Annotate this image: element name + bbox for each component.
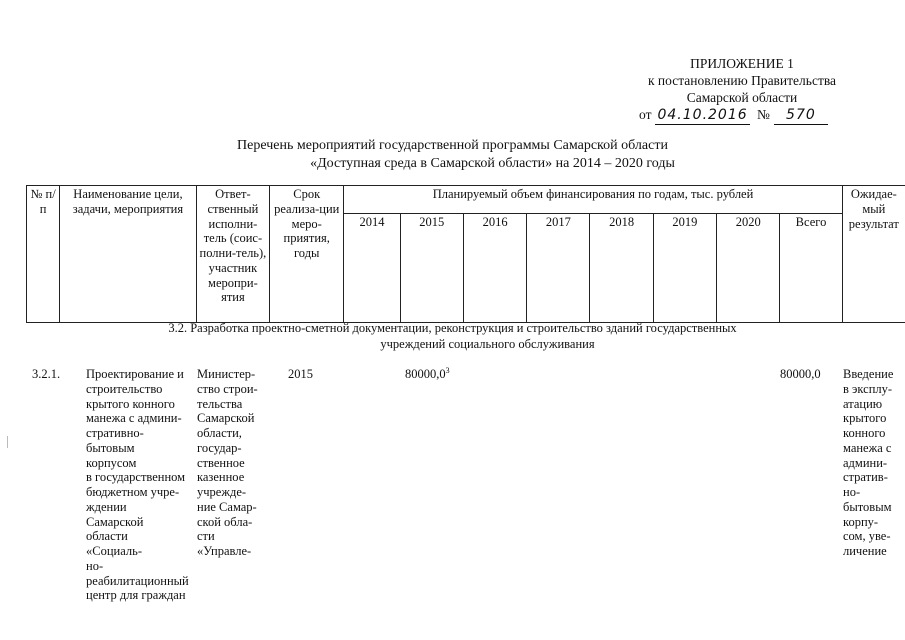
total-header: Всего [780,213,842,322]
footnote-marker: 3 [445,365,450,375]
header-financing: Планируемый объем финансирования по годам, тыс. рублей [344,186,842,214]
header-table [26,185,905,323]
document-title-line1: Перечень мероприятий государственной программы Самарской области [237,138,668,153]
section-heading-line1: 3.2. Разработка проектно-сметной документации, реконструкция и строительство зданий государственных [168,321,737,335]
row-responsible-line: Самарской [197,411,255,426]
appendix-line2: Самарской области [686,89,798,105]
row-name-line: в государственном [86,470,186,485]
row-responsible-line: тельства [197,396,243,411]
scan-mark [7,436,8,448]
number-prefix: № [757,106,770,122]
row-name-line: бюджетном учре- [86,485,180,499]
row-value-2015 [405,367,475,382]
row-responsible-line: области, [197,426,242,440]
row-name-line: бытовым корпусом [86,440,137,470]
year-header: 2016 [463,213,526,322]
row-name-line: строительство [86,381,163,396]
row-name-line: стративно- [86,426,144,440]
row-result-line: манежа с [843,440,892,455]
row-result-line: конного [843,426,886,440]
appendix-date-line [627,107,857,126]
row-responsible-line: сти [197,529,215,544]
row-result-line: бытовым [843,499,892,514]
row-responsible-line: ской обла- [197,514,253,529]
row-result-line: админи- [843,455,888,470]
row-responsible-line: казенное [197,470,245,485]
row-name-line: манежа с админи- [86,411,182,426]
row-name-line: центр для граждан [86,588,186,603]
row-name-line: реабилитационный [86,573,189,588]
header-name: Наименование цели, задачи, мероприятия [60,186,197,323]
row-name-line: но- [86,558,104,573]
row-responsible-line: Министер- [197,367,256,381]
row-name-line: области «Социаль- [86,529,142,558]
header-responsible: Ответ-ственный исполни-тель (соис-полни-тель), участник меропри-ятия [196,186,269,323]
year-header: 2020 [717,213,780,322]
year-header: 2014 [344,213,400,322]
section-heading-line2: учреждений социального обслуживания [380,336,595,351]
header-num: № п/п [27,186,60,323]
row-responsible [197,367,267,559]
document-title-line2: «Доступная среда в Самарской области» на 2014 – 2020 годы [310,155,675,171]
row-result-line: крытого [843,411,887,426]
row-responsible-line: ние Самар- [197,499,257,514]
header-term: Срок реализа-ции меро-приятия, годы [270,186,344,323]
row-result-line: атацию [843,396,883,411]
year-header: 2019 [653,213,716,322]
row-name-line: крытого конного [86,396,175,411]
row-name-line: ждении Самарской [86,499,144,529]
year-header: 2018 [590,213,653,322]
header-result: Ожидае-мый результат [842,186,905,323]
appendix-line1: к постановлению Правительства [647,72,837,88]
row-name-line: Проектирование и [86,367,184,381]
row-responsible-line: «Управле- [197,544,252,558]
document-title [0,137,905,172]
row-result-line: личение [843,544,887,558]
appendix-title: ПРИЛОЖЕНИЕ 1 [690,56,794,71]
row-value-2015-amount: 80000,0 [405,367,446,381]
row-result-line: сом, уве- [843,529,891,544]
row-responsible-line: ство строи- [197,381,258,396]
row-term: 2015 [288,367,313,381]
date-prefix: от [639,106,652,122]
row-result [843,367,897,559]
appendix-block [627,56,857,125]
row-result-line: Введение [843,367,894,381]
row-result-line: корпу- [843,514,879,529]
row-total: 80000,0 [780,367,821,381]
row-result-line: в эксплу- [843,381,893,396]
handwritten-number: 570 [774,107,828,126]
row-responsible-line: государ- [197,440,242,455]
handwritten-date: 04.10.2016 [655,107,749,126]
year-header: 2015 [400,213,463,322]
section-heading [0,321,905,352]
row-number: 3.2.1. [32,367,61,381]
row-result-line: но- [843,485,861,499]
row-responsible-line: учрежде- [197,485,247,499]
row-responsible-line: ственное [197,455,245,470]
row-result-line: стратив- [843,470,888,485]
row-name [86,367,189,603]
year-header: 2017 [527,213,590,322]
